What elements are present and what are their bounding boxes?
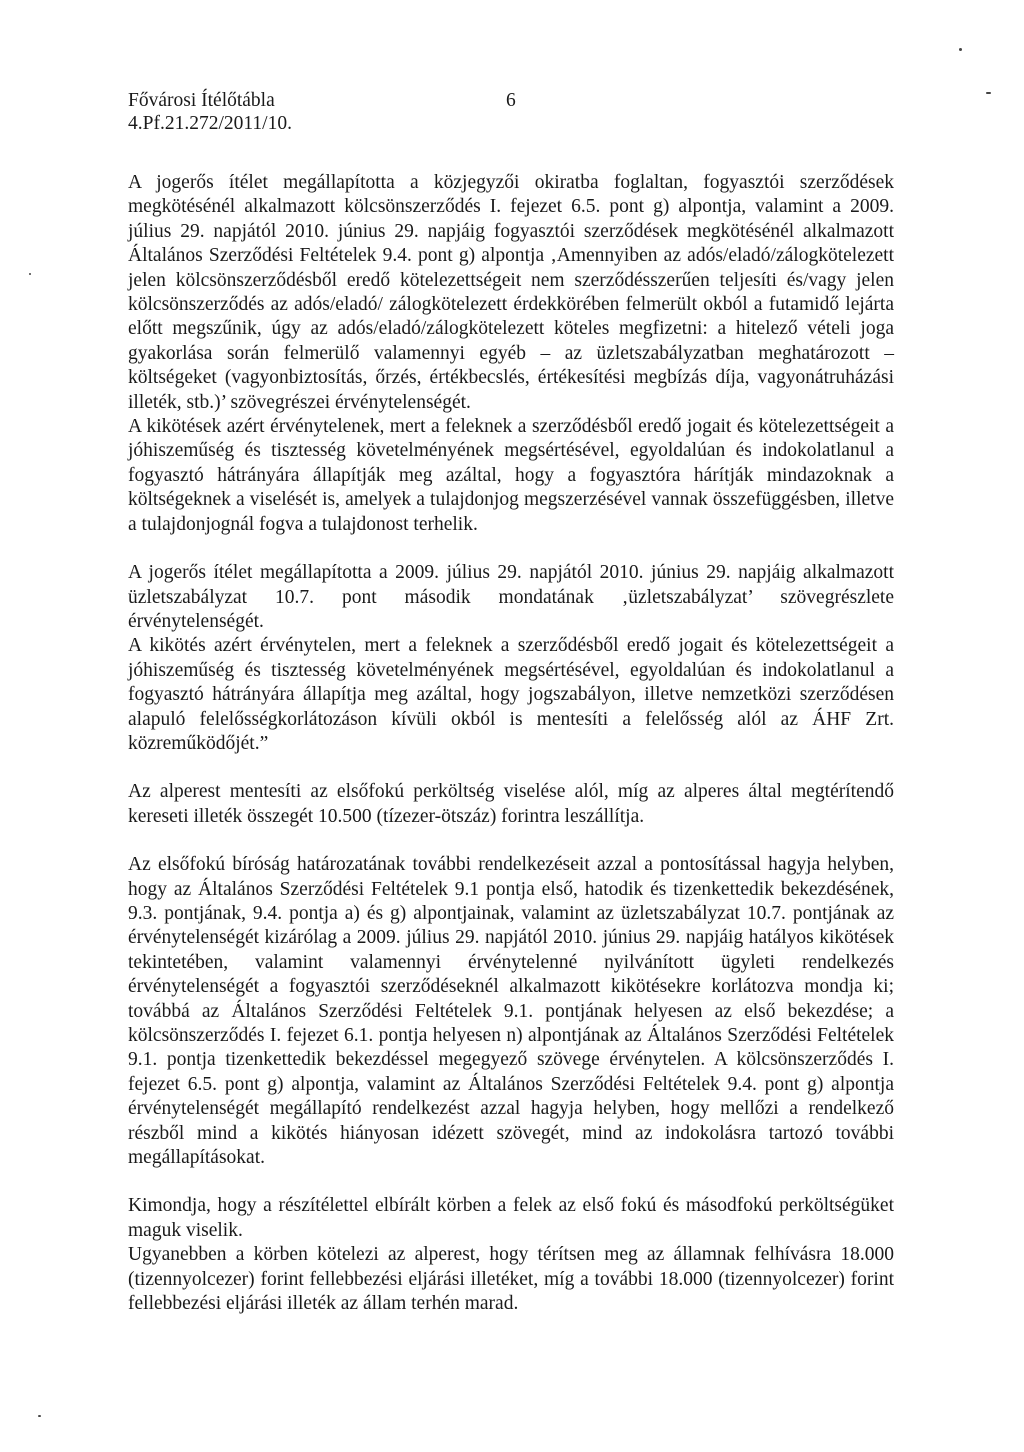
scan-speck xyxy=(959,48,962,51)
paragraph: Ugyanebben a körben kötelezi az alperest, hogy térítsen meg az államnak felhívásra 18.000 (tizennyolcezer) forint fellebbezési eljárási illetéket, míg a további 18.000 (tizennyolcezer) forint fellebbezési eljárási illeték az állam terhén marad. xyxy=(128,1244,894,1315)
scan-speck xyxy=(29,273,31,275)
paragraph-spacer xyxy=(128,1170,894,1194)
paragraph-spacer xyxy=(128,537,894,561)
paragraph: A jogerős ítélet megállapította a 2009. július 29. napjától 2010. június 29. napjáig alkalmazott üzletszabályzat 10.7. pont második mondatának ‚üzletszabályzat’ szövegrészlete érvénytelenségét. xyxy=(128,562,894,632)
paragraph: Az alperest mentesíti az elsőfokú perköltség viselése alól, míg az alperes által megtérítendő kereseti illeték összegét 10.500 (tízezer-ötszáz) forintra leszállítja. xyxy=(128,781,894,827)
scan-speck xyxy=(38,1415,41,1417)
paragraph: Az elsőfokú bíróság határozatának további rendelkezéseit azzal a pontosítással hagyja helyben, hogy az Általános Szerződési Feltételek 9.1 pontja első, hatodik és tizenkettedik bekezdésének, 9.3. pontjának, 9.4. pontja a) és g) alpontjainak, valamint az üzletszabályzat 10.7. pontjának az érvénytelenségét kizárólag a 2009. július 29. napjától 2010. június 29. napjáig hatályos kikötések tekintetében, valamint valamennyi érvénytelenné nyilvánított ügyleti rendelkezés érvénytelenségét a fogyasztói szerződéseknél alkalmazott kikötésekre korlátozva mondja ki; továbbá az Általános Szerződési Feltételek 9.1. pontjának helyesen az első bekezdése; a kölcsönszerződés I. fejezet 6.1. pontja helyesen n) alpontjának az Általános Szerződési Feltételek 9.1. pontja tizenkettedik bekezdéssel megegyező szövege érvénytelen. A kölcsönszerződés I. fejezet 6.5. pont g) alpontja, valamint az Általános Szerződési Feltételek 9.4. pont g) alpontja érvénytelenségét megállapító rendelkezést azzal hagyja helyben, hogy mellőzi a rendelkező részből mind a kikötés hiányosan idézett szövegét, mind az indokolásra tartozó további megállapításokat. xyxy=(128,854,894,1169)
court-name: Fővárosi Ítélőtábla xyxy=(128,90,275,111)
page-header xyxy=(128,89,516,135)
paragraph: A kikötések azért érvénytelenek, mert a feleknek a szerződésből eredő jogait és kötelezettségeit a jóhiszeműség és tisztesség követelményének megsértésével, egyoldalúan és indokolatlanul a fogyasztó hátrányára állapítják meg azáltal, hogy a fogyasztóra hárítják mindazoknak a költségeknek a viselését is, amelyek a tulajdonjog megszerzésével vannak összefüggésben, illetve a tulajdonjognál fogva a tulajdonost terhelik. xyxy=(128,416,894,535)
paragraph: A jogerős ítélet megállapította a közjegyzői okiratba foglaltan, fogyasztói szerződések megkötésénél alkalmazott kölcsönszerződés I. fejezet 6.5. pont g) alpontja, valamint a 2009. július 29. napjától 2010. június 29. napjáig fogyasztói szerződések megkötésénél alkalmazott Általános Szerződési Feltételek 9.4. pont g) alpontja ‚Amennyiben az adós/eladó/zálogkötelezett jelen kölcsönszerződésből eredő kötelezettségeit nem szerződésszerűen teljesíti és/vagy jelen kölcsönszerződés az adós/eladó/ zálogkötelezett érdekkörében felmerült okból a futamidő lejárta előtt megszűnik, úgy az adós/eladó/zálogkötelezett köteles megfizetni: a hitelező vételi joga gyakorlása során felmerülő valamennyi egyéb – az üzletszabályzatban meghatározott – költségeket (vagyonbiztosítás, őrzés, értékbecslés, értékesítési megbízás díja, vagyonátruházási illeték, stb.)’ szövegrészei érvénytelenségét. xyxy=(128,172,894,413)
case-number: 4.Pf.21.272/2011/10. xyxy=(128,113,292,134)
paragraph-spacer xyxy=(128,756,894,780)
page-number: 6 xyxy=(506,90,516,111)
paragraph: A kikötés azért érvénytelen, mert a feleknek a szerződésből eredő jogait és kötelezettségeit a jóhiszeműség és tisztesség követelményének megsértésével, egyoldalúan és indokolatlanul a fogyasztó hátrányára állapítja meg azáltal, hogy jogszabályon, illetve nemzetközi szerződésen alapuló felelősségkorlátozáson kívüli okból is mentesíti a felelősség alól az ÁHF Zrt. közreműködőjét.” xyxy=(128,635,894,754)
document-body xyxy=(128,171,894,1316)
paragraph: Kimondja, hogy a részítélettel elbírált körben a felek az első fokú és másodfokú perköltségüket maguk viselik. xyxy=(128,1195,894,1241)
paragraph-spacer xyxy=(128,829,894,853)
scan-speck xyxy=(986,92,991,94)
header-line xyxy=(128,89,516,112)
